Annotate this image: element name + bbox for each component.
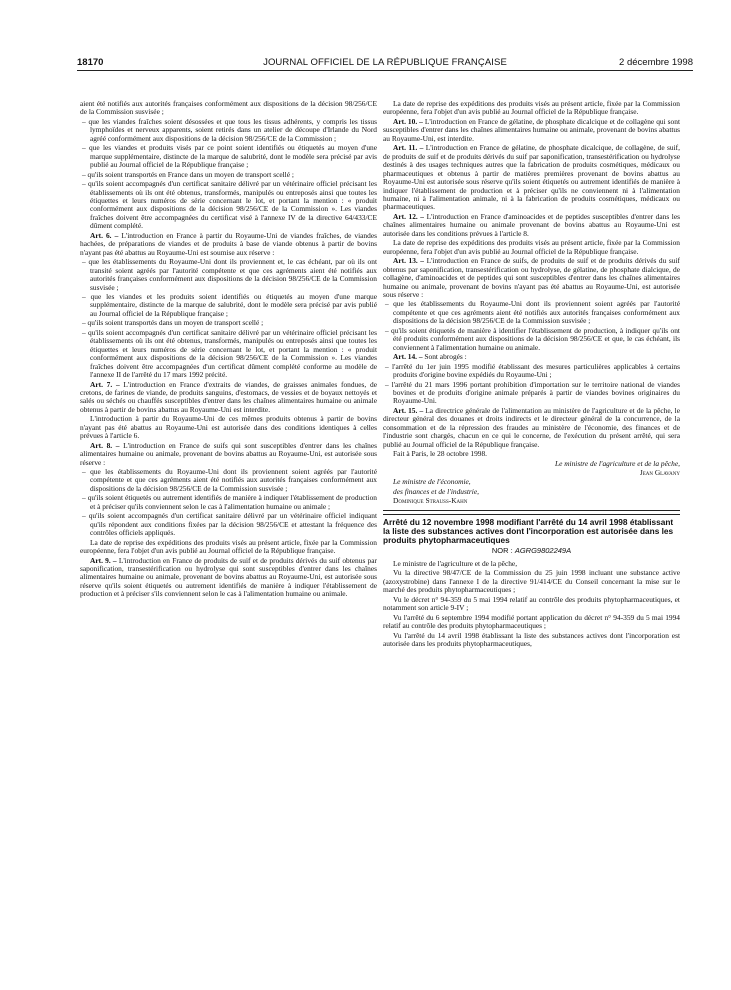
paragraph-text: – qu'ils soient étiquetés ou autrement identifiés de manière à indiquer l'établissement de production et à préciser qu'ils conviennent selon le cas à l'alimentation humaine ou animale ; — [82, 493, 377, 511]
arrete-paragraph: Le ministre de l'agriculture et de la pêche, — [393, 558, 518, 568]
journal-title: JOURNAL OFFICIEL DE LA RÉPUBLIQUE FRANÇAISE — [263, 57, 507, 68]
paragraph-text: Jean Glavany — [639, 468, 680, 478]
paragraph — [80, 118, 377, 143]
arrete-title: Arrêté du 12 novembre 1998 modifiant l'arrêté du 14 avril 1998 établissant la liste des substances actives dont l'incorporation est autorisée dans les produits phytopharmaceutiques — [383, 516, 674, 546]
article-label: Art. 8. – — [90, 440, 120, 450]
paragraph-text: – l'arrêté du 1er juin 1995 modifié établissant des mesures particulières applicables à certains produits d'origine bovine expédiés du Royaume-Uni ; — [385, 361, 680, 380]
paragraph-text: Dominique Strauss-Kahn — [393, 496, 468, 506]
page-header — [77, 57, 693, 71]
section-rule-top — [383, 510, 680, 511]
paragraph — [80, 100, 377, 117]
paragraph-text: – que les viandes et les produits soient identifiés ou étiquetés au moyen d'une marque supplémentaire, distincte de la marque de salubrité, dont le modèle sera précisé par avis publié au Journal officiel de la République française ; — [82, 291, 377, 318]
paragraph — [80, 258, 377, 292]
paragraph — [80, 171, 377, 179]
left-column — [80, 100, 377, 970]
paragraph — [80, 512, 377, 537]
paragraph — [80, 319, 377, 327]
paragraph — [383, 488, 680, 496]
arrete-body — [383, 560, 680, 649]
article-paragraph — [383, 144, 680, 212]
paragraph-text: – que les viandes et produits visés par ce point soient identifiés ou étiquetés au moyen d'une marque supplémentaire, distincte de la marque de salubrité, dont le modèle sera précisé par avis publié au Journal officiel de la République française ; — [82, 143, 377, 170]
paragraph-text: Le ministre de l'économie, — [393, 477, 471, 487]
paragraph-text: – qu'ils soient accompagnés d'un certificat sanitaire délivré par un vétérinaire officiel indiquant qu'ils répondent aux conditions fixées par la décision 98/256/CE et attestant la fréquence des contrôles officiels appliqués. — [82, 511, 377, 538]
paragraph — [383, 497, 680, 505]
paragraph-text: – qu'ils soient transportés dans un moyen de transport scellé ; — [82, 318, 264, 328]
paragraph — [80, 144, 377, 169]
paragraph — [80, 539, 377, 556]
right-column-body — [383, 100, 680, 506]
paragraph-text: Le ministre de l'agriculture et de la pêche, — [554, 458, 680, 468]
arrete-paragraph: Vu l'arrêté du 6 septembre 1994 modifié portant application du décret n° 94-359 du 5 mai 1994 relatif au contrôle des produits phytopharmaceutiques ; — [383, 612, 680, 631]
paragraph — [383, 300, 680, 325]
article-paragraph — [383, 118, 680, 143]
paragraph-text: L'introduction en France de suifs qui sont susceptibles d'entrer dans les chaînes alimentaires humaine ou animale, provenant de bovins abattus au Royaume-Uni, est autorisée sous réserve : — [80, 440, 377, 467]
section-rule-bottom — [383, 514, 680, 515]
paragraph-text: – qu'ils soient accompagnés d'un certificat sanitaire délivré par un vétérinaire officiel précisant les établissements où ils ont été obtenus, transformés, manipulés ou entreposés ainsi que toutes les étiquettes et leurs numéros de série concernant le lot, et portant la mention : « produit conformément aux dispositions de la décision 98/256/CE de la Commission ». Les viandes fraîches doivent être accompagnées du certificat visé à l'annexe IV de la directive 64/433/CE dûment complété. — [82, 179, 377, 231]
paragraph-text: L'introduction en France de gélatine, de phosphate dicalcique et de collagène qui sont susceptibles d'entrer dans les chaînes alimentaires humaine ou animale, provenant de bovins abattus au Royaume-Uni, est interdite. — [383, 116, 680, 143]
paragraph-text: – que les établissements du Royaume-Uni dont ils proviennent soient agréés par l'autorité compétente et que ces agréments aient été notifiés aux autorités françaises conformément aux dispositions de la décision 98/256/CE de la Commission susvisée ; — [82, 467, 377, 493]
publication-date: 2 décembre 1998 — [619, 57, 693, 68]
paragraph-text: L'introduction en France d'extraits de viandes, de graisses animales fondues, de cretons, de farines de viande, de produits sanguins, d'estomacs, de vessies et de boyaux nettoyés et salés ou séchés ou chauffés susceptibles d'entrer dans les chaînes alimentaires humaine ou animale obtenus à partir de bovins abattus au Royaume-Uni est interdite. — [80, 379, 377, 414]
paragraph-text: Fait à Paris, le 28 octobre 1998. — [393, 449, 488, 459]
paragraph-text: – qu'ils soient accompagnés d'un certificat sanitaire délivré par un vétérinaire officiel précisant les établissements où ils ont été obtenus, transformés, manipulés ou entreposés ainsi que toutes les étiquettes et leurs numéros de série concernant le lot, et portant la mention : « produit conformément aux dispositions de la décision 98/256/CE de la Commission ». Les viandes fraîches doivent être accompagnées d'un certificat dûment complété conforme au modèle de l'annexe II de l'arrêté du 17 mars 1992 précité. — [82, 327, 377, 380]
paragraph-text: – qu'ils soient transportés en France dans un moyen de transport scellé ; — [82, 169, 294, 179]
article-label: Art. 10. – — [393, 116, 423, 126]
article-label: Art. 14. – — [393, 352, 423, 362]
paragraph-text: des finances et de l'industrie, — [393, 486, 479, 496]
article-paragraph — [80, 381, 377, 415]
paragraph — [80, 468, 377, 493]
nor-label: NOR : — [491, 546, 513, 556]
paragraph — [80, 329, 377, 380]
paragraph-text: – que les viandes fraîches soient désossées et que tous les tissus adhérents, y compris les tissus lymphoïdes et nerveux apparents, soient retirés dans un atelier de découpe d'Irlande du Nord agréé conformément aux dispositions de la décision 98/256/CE de la Commission ; — [82, 116, 377, 143]
article-label: Art. 11. – — [393, 143, 424, 153]
arrete-paragraph: Vu le décret n° 94-359 du 5 mai 1994 relatif au contrôle des produits phytopharmaceutiques, et notamment son article 9-IV ; — [383, 594, 680, 613]
paragraph-text: Sont abrogés : — [422, 352, 467, 362]
article-paragraph — [383, 213, 680, 238]
paragraph — [383, 100, 680, 117]
paragraph-text: La directrice générale de l'alimentation au ministère de l'agriculture et de la pêche, le directeur général des douanes et droits indirects et le directeur général de la concurrence, de la consommation et de la répression des fraudes au ministère de l'économie, des finances et de l'industrie sont chargés, chacun en ce qui le concerne, de l'exécution du présent arrêté, qui sera publié au Journal officiel de la République française. — [383, 405, 680, 449]
paragraph-text: L'introduction en France à partir du Royaume-Uni de viandes fraîches, de viandes hachées, de préparations de viandes et de produits à base de viande obtenus à partir de bovins n'ayant pas été abattus au Royaume-Uni est soumise aux réserve : — [80, 230, 377, 257]
paragraph-text: – que les établissements du Royaume-Uni dont ils proviennent et, le cas échéant, par où ils ont transité soient agréés par l'autorité compétente et que ces agréments aient été notifiés aux autorités françaises conformément aux dispositions de la décision 98/256/CE de la Commission susvisée ; — [82, 257, 377, 292]
paragraph — [80, 415, 377, 440]
paragraph — [383, 460, 680, 468]
paragraph-text: – que les établissements du Royaume-Uni dont ils proviennent soient agréés par l'autorité compétente et que ces agréments aient été notifiés aux autorités françaises conformément aux dispositions de la décision 98/256/CE de la Commission susvisée ; — [385, 299, 680, 326]
paragraph — [383, 363, 680, 380]
article-paragraph — [80, 232, 377, 257]
arrete-paragraph: Vu l'arrêté du 14 avril 1998 établissant la liste des substances actives dont l'incorporation est autorisée dans les produits phytopharmaceutiques, — [383, 630, 680, 648]
paragraph — [383, 327, 680, 352]
paragraph-text: L'introduction en France de gélatine, de phosphate dicalcique, de collagène, de suif, de produits de suif et de produits dérivés du suif par saponification, transestérification ou hydrolyse destinés à des usages techniques autres que la fabrication de produits cosmétiques, médicaux ou pharmaceutiques et obtenus à partir de matières premières provenant de bovins abattus au Royaume-Uni est autorisée sous réserve qu'ils soient étiquetés ou autrement identifiés de manière à indiquer l'établissement de production et à préciser qu'ils ne conviennent ni à l'alimentation humaine, ni à l'alimentation animale, ni à la fabrication de produits cosmétiques, médicaux ou pharmaceutiques. — [383, 143, 680, 212]
right-column — [383, 100, 680, 970]
paragraph-text: La date de reprise des expéditions des produits visés au présent article, fixée par la Commission européenne, fera l'objet d'un avis publié au Journal officiel de la République française. — [383, 100, 680, 117]
paragraph-text: La date de reprise des expéditions des produits visés au présent article, fixée par la Commission européenne, fera l'objet d'un avis publié au Journal officiel de la République française. — [383, 238, 680, 256]
article-label: Art. 15. – — [393, 405, 424, 415]
article-paragraph — [383, 257, 680, 299]
paragraph-text: L'introduction en France de suifs, de produits de suif et de produits dérivés du suif obtenus par saponification, transestérification ou hydrolyse, de gélatine, de phosphate dialcique, de collagène, d'aminoacides et de peptides qui sont susceptibles d'entrer dans les chaînes alimentaires humaine ou animale, provenant de bovins n'ayant pas été abattus au Royaume-Uni, est autorisée sous réserve : — [383, 256, 680, 299]
paragraph — [383, 469, 680, 477]
page-number: 18170 — [77, 57, 104, 68]
paragraph-text: L'introduction à partir du Royaume-Uni de ces mêmes produits obtenus à partir de bovins n'ayant pas été abattus au Royaume-Uni est autorisée dans des conditions identiques à celles prévues à l'article 6. — [80, 414, 377, 441]
paragraph — [383, 478, 680, 486]
paragraph-text: La date de reprise des expéditions des produits visés au présent article, fixée par la Commission européenne, fera l'objet d'un avis publié au Journal officiel de la République française. — [80, 537, 377, 556]
nor-code: AGRG9802249A — [514, 546, 572, 556]
paragraph — [80, 180, 377, 231]
paragraph — [80, 494, 377, 511]
header-rule — [77, 70, 693, 71]
article-label: Art. 9. – — [90, 555, 117, 565]
article-label: Art. 7. – — [90, 379, 120, 389]
paragraph-text: aient été notifiés aux autorités françaises conformément aux dispositions de la décision 98/256/CE de la Commission susvisée ; — [80, 100, 377, 117]
article-paragraph — [80, 442, 377, 467]
arrete-paragraph: Vu la directive 98/47/CE de la Commission du 25 juin 1998 incluant une substance active (azoxystrobine) dans l'annexe I de la directive 91/414/CE du Conseil concernant la mise sur le marché des produits phytopharmaceutiques ; — [383, 568, 680, 595]
article-paragraph — [80, 557, 377, 599]
article-label: Art. 12. – — [393, 211, 425, 221]
article-label: Art. 6. – — [90, 230, 119, 240]
article-paragraph — [383, 353, 680, 361]
paragraph — [80, 293, 377, 318]
paragraph-text: L'introduction en France de produits de suif et de produits dérivés du suif obtenus par saponification, transestérification ou hydrolyse qui sont susceptibles d'entrer dans les chaînes alimentaires humaine ou animale, provenant de bovins abattus au Royaume-Uni, est autorisée sous réserve qu'ils soient étiquetés ou autrement identifiés de manière à indiquer l'établissement de production et à préciser s'ils conviennent selon le cas à l'alimentation humaine ou animale. — [80, 555, 377, 599]
paragraph-text: – qu'ils soient étiquetés de manière à identifier l'établissement de production, à indiquer qu'ils ont été produits conformément aux dispositions de la décision 98/256/CE et que, le cas échéant, ils conviennent à l'alimentation humaine ou animale. — [385, 325, 680, 352]
paragraph — [383, 239, 680, 256]
article-label: Art. 13. – — [393, 256, 424, 266]
article-paragraph — [383, 407, 680, 449]
paragraph-text: – l'arrêté du 21 mars 1996 portant prohibition d'importation sur le territoire national de viandes bovines et de produits d'origine animale préparés à partir de viandes bovines originaires du Royaume-Uni. — [385, 379, 680, 406]
paragraph — [383, 381, 680, 406]
paragraph — [383, 450, 680, 458]
paragraph-text: L'introduction en France d'aminoacides et de peptides susceptibles d'entrer dans les chaînes alimentaires humaine ou animale provenant de bovins abattus au Royaume-Uni est autorisée dans les conditions prévues à l'article 8. — [383, 211, 680, 238]
nor-reference — [383, 547, 680, 555]
